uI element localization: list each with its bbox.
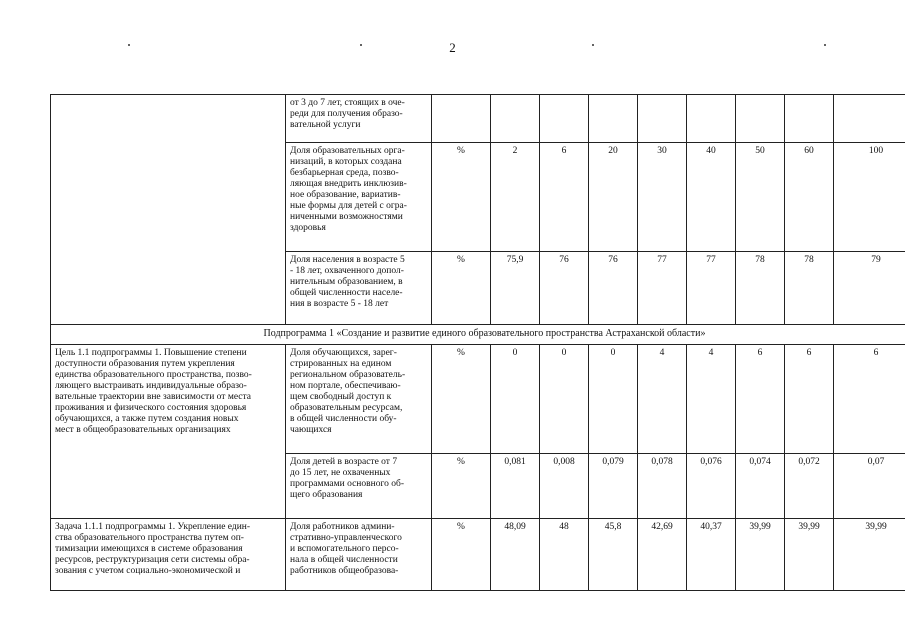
value-cell: [687, 95, 736, 143]
value-cell: 77: [638, 252, 687, 325]
value-cell: 77: [687, 252, 736, 325]
value-cell: 0,081: [491, 454, 540, 519]
value-cell: [834, 95, 905, 143]
task-text: Задача 1.1.1 подпрограммы 1. Укрепление един- ства образовательного пространства путем оп- тимизации имеющихся в системе образования ресурсов, реструктуризация сети системы обра- зования с учетом социально-экономической и: [51, 519, 286, 591]
value-cell: 45,8: [589, 519, 638, 591]
value-cell: [736, 95, 785, 143]
value-cell: 78: [736, 252, 785, 325]
scan-speck: [824, 44, 826, 46]
scan-speck: [128, 44, 130, 46]
value-cell: [638, 95, 687, 143]
value-cell: 0,008: [540, 454, 589, 519]
unit-cell: %: [432, 345, 491, 454]
value-cell: 0: [540, 345, 589, 454]
value-cell: 42,69: [638, 519, 687, 591]
value-cell: 39,99: [834, 519, 905, 591]
value-cell: 39,99: [736, 519, 785, 591]
indicators-table: [50, 94, 905, 591]
unit-cell: %: [432, 519, 491, 591]
table-row: [51, 519, 905, 591]
value-cell: 78: [785, 252, 834, 325]
scan-speck: [360, 44, 362, 46]
value-cell: 76: [589, 252, 638, 325]
scan-speck: [592, 44, 594, 46]
page-number: 2: [449, 40, 456, 55]
value-cell: 4: [638, 345, 687, 454]
indicator-text: Доля работников админи- стративно-управленческого и вспомогательного персо- нала в общей численности работников общеобразова-: [286, 519, 432, 591]
unit-cell: %: [432, 143, 491, 252]
value-cell: 0,079: [589, 454, 638, 519]
value-cell: 0,078: [638, 454, 687, 519]
value-cell: 79: [834, 252, 905, 325]
value-cell: [785, 95, 834, 143]
value-cell: [491, 95, 540, 143]
value-cell: 48,09: [491, 519, 540, 591]
value-cell: 0: [589, 345, 638, 454]
value-cell: 6: [785, 345, 834, 454]
subprogram-heading-row: [51, 325, 905, 345]
indicator-text: Доля обучающихся, зарег- стрированных на едином региональном образователь- ном портале, обеспечиваю- щем свободный доступ к образовательным ресурсам, в общей численности обу- чающихся: [286, 345, 432, 454]
table-row: [51, 95, 905, 143]
value-cell: 20: [589, 143, 638, 252]
value-cell: 6: [736, 345, 785, 454]
indicator-text: от 3 до 7 лет, стоящих в оче- реди для получения образо- вательной услуги: [286, 95, 432, 143]
value-cell: 48: [540, 519, 589, 591]
value-cell: 0,074: [736, 454, 785, 519]
value-cell: 39,99: [785, 519, 834, 591]
value-cell: 0,07: [834, 454, 905, 519]
table-row: [51, 345, 905, 454]
value-cell: 40: [687, 143, 736, 252]
value-cell: 60: [785, 143, 834, 252]
goal-text: Цель 1.1 подпрограммы 1. Повышение степени доступности образования путем укрепления единства образовательного пространства, позво- ляющего выстраивать индивидуальные образо- вательные траектории вне зависимости от места проживания и физического состояния здоровья обучающихся, а также путем создания новых мест в общеобразовательных организациях: [51, 345, 286, 519]
unit-cell: %: [432, 454, 491, 519]
value-cell: 6: [540, 143, 589, 252]
value-cell: 6: [834, 345, 905, 454]
indicator-text: Доля образовательных орга- низаций, в которых создана безбарьерная среда, позво- ляющая внедрить инклюзив- ное образование, вариатив- ные формы для детей с огра- ниченными возможностями здоровья: [286, 143, 432, 252]
value-cell: 0: [491, 345, 540, 454]
value-cell: 4: [687, 345, 736, 454]
value-cell: 40,37: [687, 519, 736, 591]
unit-cell: [432, 95, 491, 143]
value-cell: 50: [736, 143, 785, 252]
value-cell: 75,9: [491, 252, 540, 325]
indicator-text: Доля детей в возрасте от 7 до 15 лет, не охваченных программами основного об- щего образования: [286, 454, 432, 519]
indicator-text: Доля населения в возрасте 5 - 18 лет, охваченного допол- нительным образованием, в общей численности населе- ния в возрасте 5 - 18 лет: [286, 252, 432, 325]
value-cell: 2: [491, 143, 540, 252]
subprogram-title: Подпрограмма 1 «Создание и развитие единого образовательного пространства Астраханской области»: [51, 325, 905, 345]
value-cell: [589, 95, 638, 143]
unit-cell: %: [432, 252, 491, 325]
empty-goal-cell: [51, 95, 286, 325]
value-cell: 100: [834, 143, 905, 252]
value-cell: 30: [638, 143, 687, 252]
value-cell: 0,076: [687, 454, 736, 519]
value-cell: [540, 95, 589, 143]
value-cell: 0,072: [785, 454, 834, 519]
value-cell: 76: [540, 252, 589, 325]
